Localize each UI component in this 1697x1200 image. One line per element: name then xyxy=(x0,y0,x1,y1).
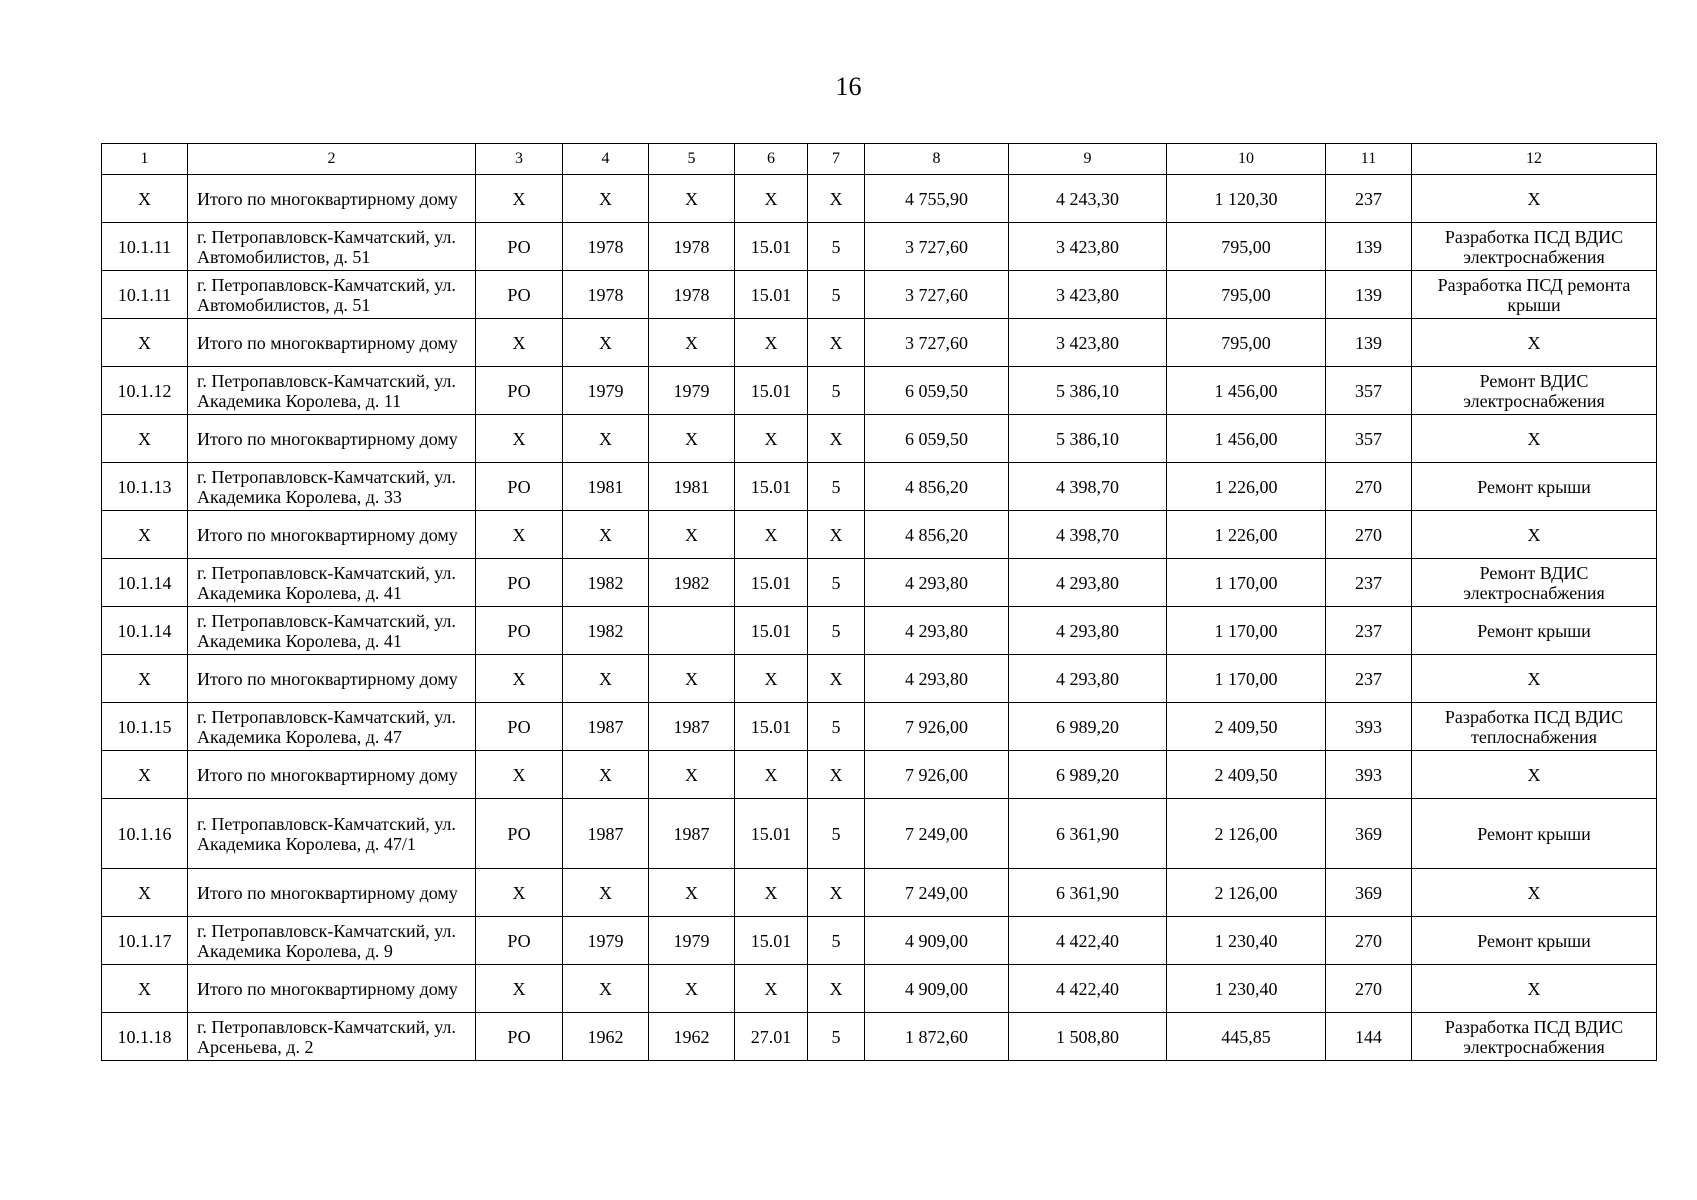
cell-col-5: Х xyxy=(649,175,735,223)
cell-col-11: 393 xyxy=(1326,751,1412,799)
cell-col-7: 5 xyxy=(808,1013,865,1061)
work-type-cell: Ремонт крыши xyxy=(1412,463,1657,511)
header-cell: 10 xyxy=(1167,144,1326,175)
cell-col-6: 15.01 xyxy=(735,463,808,511)
cell-col-10: 1 226,00 xyxy=(1167,511,1326,559)
row-number-cell: Х xyxy=(102,175,188,223)
address-cell: г. Петропавловск-Камчатский, ул. Академика Королева, д. 33 xyxy=(188,463,476,511)
cell-col-3: Х xyxy=(476,751,563,799)
cell-col-4: 1987 xyxy=(563,703,649,751)
cell-col-6: 15.01 xyxy=(735,367,808,415)
row-number-cell: Х xyxy=(102,319,188,367)
cell-col-4: 1982 xyxy=(563,607,649,655)
cell-col-11: 144 xyxy=(1326,1013,1412,1061)
cell-col-4: Х xyxy=(563,319,649,367)
cell-col-11: 270 xyxy=(1326,511,1412,559)
cell-col-9: 4 422,40 xyxy=(1009,965,1167,1013)
cell-col-11: 139 xyxy=(1326,319,1412,367)
cell-col-10: 1 170,00 xyxy=(1167,607,1326,655)
cell-col-8: 4 909,00 xyxy=(865,917,1009,965)
address-cell: Итого по многоквартирному дому xyxy=(188,655,476,703)
cell-col-9: 6 989,20 xyxy=(1009,703,1167,751)
cell-col-3: Х xyxy=(476,511,563,559)
cell-col-6: Х xyxy=(735,175,808,223)
cell-col-5: Х xyxy=(649,869,735,917)
cell-col-8: 3 727,60 xyxy=(865,271,1009,319)
header-row xyxy=(102,144,1657,175)
cell-col-8: 7 926,00 xyxy=(865,751,1009,799)
row-number-cell: 10.1.11 xyxy=(102,271,188,319)
cell-col-11: 357 xyxy=(1326,415,1412,463)
cell-col-9: 4 293,80 xyxy=(1009,559,1167,607)
cell-col-7: 5 xyxy=(808,367,865,415)
header-cell: 6 xyxy=(735,144,808,175)
table-row xyxy=(102,415,1657,463)
cell-col-7: Х xyxy=(808,415,865,463)
address-cell: Итого по многоквартирному дому xyxy=(188,511,476,559)
cell-col-6: Х xyxy=(735,655,808,703)
cell-col-3: Х xyxy=(476,655,563,703)
cell-col-6: 15.01 xyxy=(735,271,808,319)
address-cell: г. Петропавловск-Камчатский, ул. Академика Королева, д. 41 xyxy=(188,559,476,607)
table-row xyxy=(102,463,1657,511)
cell-col-3: РО xyxy=(476,367,563,415)
cell-col-6: 15.01 xyxy=(735,559,808,607)
cell-col-3: РО xyxy=(476,271,563,319)
cell-col-7: 5 xyxy=(808,799,865,869)
cell-col-9: 4 398,70 xyxy=(1009,511,1167,559)
cell-col-10: 2 126,00 xyxy=(1167,799,1326,869)
cell-col-7: 5 xyxy=(808,559,865,607)
row-number-cell: 10.1.17 xyxy=(102,917,188,965)
work-type-cell: Х xyxy=(1412,869,1657,917)
cell-col-3: Х xyxy=(476,175,563,223)
row-number-cell: Х xyxy=(102,751,188,799)
cell-col-11: 237 xyxy=(1326,175,1412,223)
cell-col-9: 4 293,80 xyxy=(1009,607,1167,655)
cell-col-5: 1979 xyxy=(649,367,735,415)
cell-col-6: Х xyxy=(735,511,808,559)
page-number: 16 xyxy=(835,72,862,101)
row-number-cell: 10.1.15 xyxy=(102,703,188,751)
cell-col-8: 3 727,60 xyxy=(865,319,1009,367)
address-cell: Итого по многоквартирному дому xyxy=(188,319,476,367)
cell-col-4: 1979 xyxy=(563,917,649,965)
row-number-cell: 10.1.18 xyxy=(102,1013,188,1061)
row-number-cell: Х xyxy=(102,655,188,703)
cell-col-11: 369 xyxy=(1326,869,1412,917)
table-row xyxy=(102,367,1657,415)
cell-col-8: 4 909,00 xyxy=(865,965,1009,1013)
cell-col-3: Х xyxy=(476,319,563,367)
cell-col-3: РО xyxy=(476,607,563,655)
cell-col-4: Х xyxy=(563,751,649,799)
cell-col-3: РО xyxy=(476,559,563,607)
cell-col-4: 1962 xyxy=(563,1013,649,1061)
work-type-cell: Разработка ПСД ВДИС теплоснабжения xyxy=(1412,703,1657,751)
cell-col-10: 1 170,00 xyxy=(1167,559,1326,607)
row-number-cell: 10.1.11 xyxy=(102,223,188,271)
cell-col-5: Х xyxy=(649,751,735,799)
cell-col-11: 369 xyxy=(1326,799,1412,869)
header-cell: 3 xyxy=(476,144,563,175)
cell-col-3: Х xyxy=(476,869,563,917)
cell-col-7: 5 xyxy=(808,703,865,751)
cell-col-9: 3 423,80 xyxy=(1009,223,1167,271)
row-number-cell: Х xyxy=(102,511,188,559)
table-row xyxy=(102,1013,1657,1061)
row-number-cell: 10.1.14 xyxy=(102,559,188,607)
cell-col-7: 5 xyxy=(808,271,865,319)
row-number-cell: 10.1.14 xyxy=(102,607,188,655)
header-cell: 7 xyxy=(808,144,865,175)
row-number-cell: 10.1.16 xyxy=(102,799,188,869)
cell-col-9: 4 398,70 xyxy=(1009,463,1167,511)
work-type-cell: Х xyxy=(1412,751,1657,799)
cell-col-9: 6 361,90 xyxy=(1009,869,1167,917)
cell-col-5: 1987 xyxy=(649,703,735,751)
table-row xyxy=(102,703,1657,751)
cell-col-4: Х xyxy=(563,175,649,223)
cell-col-10: 2 126,00 xyxy=(1167,869,1326,917)
cell-col-6: 15.01 xyxy=(735,799,808,869)
cell-col-9: 1 508,80 xyxy=(1009,1013,1167,1061)
cell-col-6: 15.01 xyxy=(735,607,808,655)
cell-col-3: РО xyxy=(476,799,563,869)
address-cell: г. Петропавловск-Камчатский, ул. Академика Королева, д. 47 xyxy=(188,703,476,751)
cell-col-3: РО xyxy=(476,463,563,511)
cell-col-11: 393 xyxy=(1326,703,1412,751)
cell-col-8: 3 727,60 xyxy=(865,223,1009,271)
header-cell: 12 xyxy=(1412,144,1657,175)
row-number-cell: Х xyxy=(102,965,188,1013)
work-type-cell: Ремонт крыши xyxy=(1412,917,1657,965)
row-number-cell: Х xyxy=(102,869,188,917)
cell-col-8: 6 059,50 xyxy=(865,415,1009,463)
cell-col-4: 1978 xyxy=(563,271,649,319)
cell-col-4: 1987 xyxy=(563,799,649,869)
cell-col-6: Х xyxy=(735,319,808,367)
cell-col-7: Х xyxy=(808,511,865,559)
work-type-cell: Ремонт ВДИС электроснабжения xyxy=(1412,367,1657,415)
cell-col-6: Х xyxy=(735,869,808,917)
cell-col-4: Х xyxy=(563,655,649,703)
cell-col-11: 270 xyxy=(1326,917,1412,965)
cell-col-5: 1978 xyxy=(649,223,735,271)
header-cell: 8 xyxy=(865,144,1009,175)
cell-col-9: 4 243,30 xyxy=(1009,175,1167,223)
cell-col-11: 139 xyxy=(1326,271,1412,319)
cell-col-6: Х xyxy=(735,965,808,1013)
cell-col-7: Х xyxy=(808,319,865,367)
cell-col-3: РО xyxy=(476,223,563,271)
work-type-cell: Х xyxy=(1412,655,1657,703)
address-cell: г. Петропавловск-Камчатский, ул. Арсеньева, д. 2 xyxy=(188,1013,476,1061)
table-row xyxy=(102,655,1657,703)
cell-col-8: 7 249,00 xyxy=(865,869,1009,917)
row-number-cell: 10.1.12 xyxy=(102,367,188,415)
address-cell: г. Петропавловск-Камчатский, ул. Автомобилистов, д. 51 xyxy=(188,223,476,271)
work-type-cell: Ремонт крыши xyxy=(1412,799,1657,869)
work-type-cell: Ремонт ВДИС электроснабжения xyxy=(1412,559,1657,607)
work-type-cell: Х xyxy=(1412,965,1657,1013)
cell-col-7: Х xyxy=(808,655,865,703)
cell-col-7: Х xyxy=(808,751,865,799)
work-type-cell: Разработка ПСД ремонта крыши xyxy=(1412,271,1657,319)
address-cell: г. Петропавловск-Камчатский, ул. Академика Королева, д. 11 xyxy=(188,367,476,415)
cell-col-5: 1982 xyxy=(649,559,735,607)
cell-col-8: 4 856,20 xyxy=(865,511,1009,559)
table-row xyxy=(102,559,1657,607)
table-row xyxy=(102,965,1657,1013)
work-type-cell: Ремонт крыши xyxy=(1412,607,1657,655)
table-row xyxy=(102,869,1657,917)
table-row xyxy=(102,751,1657,799)
cell-col-10: 1 226,00 xyxy=(1167,463,1326,511)
cell-col-6: 15.01 xyxy=(735,703,808,751)
table-row xyxy=(102,223,1657,271)
cell-col-5: Х xyxy=(649,511,735,559)
cell-col-4: Х xyxy=(563,869,649,917)
cell-col-4: 1981 xyxy=(563,463,649,511)
cell-col-8: 4 293,80 xyxy=(865,655,1009,703)
address-cell: Итого по многоквартирному дому xyxy=(188,175,476,223)
table-row xyxy=(102,319,1657,367)
cell-col-8: 4 755,90 xyxy=(865,175,1009,223)
work-type-cell: Разработка ПСД ВДИС электроснабжения xyxy=(1412,1013,1657,1061)
cell-col-4: 1979 xyxy=(563,367,649,415)
cell-col-7: Х xyxy=(808,869,865,917)
cell-col-5: 1978 xyxy=(649,271,735,319)
cell-col-6: 15.01 xyxy=(735,223,808,271)
work-type-cell: Х xyxy=(1412,415,1657,463)
cell-col-4: 1982 xyxy=(563,559,649,607)
header-cell: 5 xyxy=(649,144,735,175)
cell-col-3: РО xyxy=(476,703,563,751)
cell-col-10: 1 456,00 xyxy=(1167,415,1326,463)
row-number-cell: Х xyxy=(102,415,188,463)
cell-col-8: 4 856,20 xyxy=(865,463,1009,511)
cell-col-9: 6 361,90 xyxy=(1009,799,1167,869)
cell-col-9: 3 423,80 xyxy=(1009,271,1167,319)
cell-col-8: 1 872,60 xyxy=(865,1013,1009,1061)
cell-col-7: 5 xyxy=(808,607,865,655)
header-cell: 2 xyxy=(188,144,476,175)
cell-col-9: 6 989,20 xyxy=(1009,751,1167,799)
cell-col-7: Х xyxy=(808,175,865,223)
cell-col-8: 7 926,00 xyxy=(865,703,1009,751)
table-row xyxy=(102,271,1657,319)
cell-col-8: 4 293,80 xyxy=(865,607,1009,655)
cell-col-3: Х xyxy=(476,965,563,1013)
work-type-cell: Х xyxy=(1412,511,1657,559)
cell-col-11: 270 xyxy=(1326,463,1412,511)
cell-col-9: 3 423,80 xyxy=(1009,319,1167,367)
table-row xyxy=(102,607,1657,655)
cell-col-4: Х xyxy=(563,965,649,1013)
cell-col-5: 1979 xyxy=(649,917,735,965)
cell-col-9: 4 293,80 xyxy=(1009,655,1167,703)
header-cell: 4 xyxy=(563,144,649,175)
cell-col-8: 6 059,50 xyxy=(865,367,1009,415)
cell-col-8: 4 293,80 xyxy=(865,559,1009,607)
work-type-cell: Х xyxy=(1412,319,1657,367)
cell-col-6: Х xyxy=(735,751,808,799)
cell-col-5: 1987 xyxy=(649,799,735,869)
table-row xyxy=(102,511,1657,559)
cell-col-3: Х xyxy=(476,415,563,463)
address-cell: Итого по многоквартирному дому xyxy=(188,965,476,1013)
row-number-cell: 10.1.13 xyxy=(102,463,188,511)
cell-col-11: 237 xyxy=(1326,559,1412,607)
cell-col-11: 237 xyxy=(1326,607,1412,655)
cell-col-8: 7 249,00 xyxy=(865,799,1009,869)
address-cell: Итого по многоквартирному дому xyxy=(188,751,476,799)
cell-col-10: 1 170,00 xyxy=(1167,655,1326,703)
cell-col-10: 795,00 xyxy=(1167,319,1326,367)
cell-col-9: 4 422,40 xyxy=(1009,917,1167,965)
address-cell: г. Петропавловск-Камчатский, ул. Академика Королева, д. 47/1 xyxy=(188,799,476,869)
cell-col-5 xyxy=(649,607,735,655)
cell-col-5: 1981 xyxy=(649,463,735,511)
cell-col-5: Х xyxy=(649,319,735,367)
address-cell: г. Петропавловск-Камчатский, ул. Академика Королева, д. 41 xyxy=(188,607,476,655)
work-type-cell: Х xyxy=(1412,175,1657,223)
cell-col-3: РО xyxy=(476,917,563,965)
cell-col-5: Х xyxy=(649,655,735,703)
cell-col-9: 5 386,10 xyxy=(1009,415,1167,463)
header-cell: 11 xyxy=(1326,144,1412,175)
cell-col-10: 445,85 xyxy=(1167,1013,1326,1061)
address-cell: г. Петропавловск-Камчатский, ул. Академика Королева, д. 9 xyxy=(188,917,476,965)
cell-col-11: 270 xyxy=(1326,965,1412,1013)
cell-col-10: 2 409,50 xyxy=(1167,751,1326,799)
cell-col-7: 5 xyxy=(808,223,865,271)
cell-col-5: Х xyxy=(649,965,735,1013)
cell-col-4: Х xyxy=(563,415,649,463)
cell-col-7: 5 xyxy=(808,463,865,511)
cell-col-4: 1978 xyxy=(563,223,649,271)
address-cell: Итого по многоквартирному дому xyxy=(188,869,476,917)
table-row xyxy=(102,175,1657,223)
cell-col-11: 237 xyxy=(1326,655,1412,703)
cell-col-7: Х xyxy=(808,965,865,1013)
cell-col-9: 5 386,10 xyxy=(1009,367,1167,415)
cell-col-10: 1 230,40 xyxy=(1167,917,1326,965)
cell-col-11: 139 xyxy=(1326,223,1412,271)
cell-col-5: Х xyxy=(649,415,735,463)
cell-col-4: Х xyxy=(563,511,649,559)
capital-repair-table xyxy=(101,143,1657,1061)
table-row xyxy=(102,917,1657,965)
cell-col-3: РО xyxy=(476,1013,563,1061)
work-type-cell: Разработка ПСД ВДИС электроснабжения xyxy=(1412,223,1657,271)
cell-col-6: 15.01 xyxy=(735,917,808,965)
cell-col-10: 795,00 xyxy=(1167,271,1326,319)
cell-col-10: 1 230,40 xyxy=(1167,965,1326,1013)
cell-col-7: 5 xyxy=(808,917,865,965)
cell-col-10: 795,00 xyxy=(1167,223,1326,271)
cell-col-10: 1 456,00 xyxy=(1167,367,1326,415)
cell-col-10: 1 120,30 xyxy=(1167,175,1326,223)
cell-col-10: 2 409,50 xyxy=(1167,703,1326,751)
address-cell: Итого по многоквартирному дому xyxy=(188,415,476,463)
address-cell: г. Петропавловск-Камчатский, ул. Автомобилистов, д. 51 xyxy=(188,271,476,319)
header-cell: 9 xyxy=(1009,144,1167,175)
cell-col-6: 27.01 xyxy=(735,1013,808,1061)
cell-col-6: Х xyxy=(735,415,808,463)
header-cell: 1 xyxy=(102,144,188,175)
table-row xyxy=(102,799,1657,869)
cell-col-5: 1962 xyxy=(649,1013,735,1061)
cell-col-11: 357 xyxy=(1326,367,1412,415)
